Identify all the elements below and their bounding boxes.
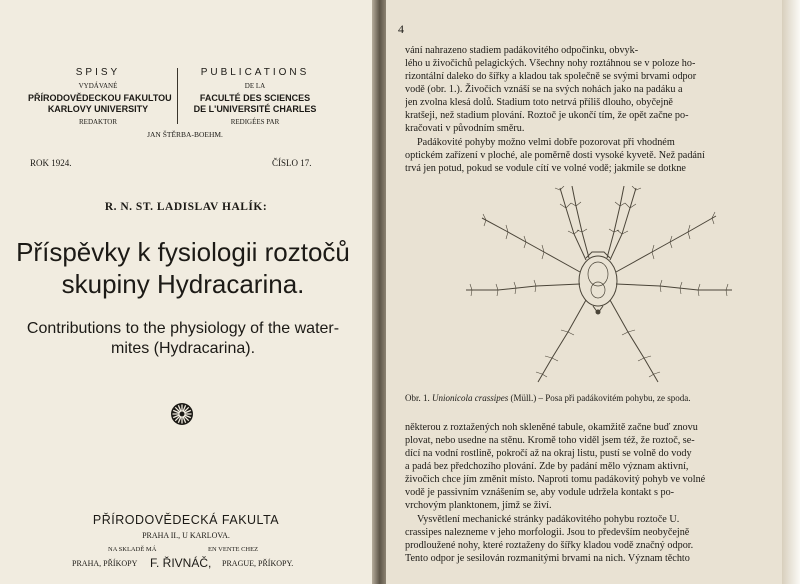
text-line: Padákovité pohyby možno velmi dobře pozorovat při vhodném: [417, 137, 675, 148]
text-line: Vysvětlení mechanické stránky padákovitého pohybu roztoče U.: [417, 514, 680, 525]
text-line: optickém zařízení v ploché, ale poměrně dosti vysoké kyvetě. Než padání: [405, 150, 705, 161]
text-line: dící na vodní rostlině, pokročí až na okraj listu, pustí se volně do vody: [405, 448, 692, 459]
city-right: PRAGUE, PŘÍKOPY.: [222, 559, 294, 568]
series-fr-editor-label: REDIGÉES PAR: [230, 118, 280, 126]
author-name: R. N. ST. LADISLAV HALÍK:: [104, 201, 268, 213]
publisher-address: PRAHA II., U KARLOVA.: [142, 531, 230, 540]
issue-number: ČÍSLO 17.: [272, 158, 312, 168]
year-label: ROK 1924.: [30, 158, 72, 168]
text-line: rizontální daleko do šířky a kladou tak společně se svými brvami odpor: [405, 71, 697, 82]
publisher-name: PŘÍRODOVĚDECKÁ FAKULTA: [92, 513, 280, 527]
text-line: Tento odpor je sesilován rozmanitými brvami na nich. Význam těchto: [405, 553, 690, 564]
figure-caption: [405, 393, 690, 403]
city-left: PRAHA, PŘÍKOPY: [72, 559, 138, 568]
rosette-icon: [170, 402, 194, 426]
series-fr-of: DE LA: [244, 82, 266, 90]
text-line: vodě (obr. 1.). Živočich vznáší se na svých nohách jako na padáku a: [405, 84, 683, 95]
series-fr-label: PUBLICATIONS: [200, 67, 310, 78]
series-cz-label: SPISY: [75, 67, 121, 78]
book-gutter: [372, 0, 386, 584]
page-edge: [782, 0, 800, 584]
text-line: lého u živočichů pelagických. Všechny nohy roztáhnou se v poloze ho-: [405, 58, 696, 69]
text-line: a padá bez předchozího plování. Zde by padání mělo význam aktivní,: [405, 461, 689, 472]
subtitle-line-2: mites (Hydracarina).: [110, 340, 256, 357]
caption-species: Unionicola crassipes: [432, 393, 509, 403]
subtitle-line-1: Contributions to the physiology of the water-: [26, 320, 340, 337]
series-cz-editor-label: REDAKTOR: [79, 118, 117, 126]
mite-figure: [426, 186, 766, 386]
mite-figure-drawing: [426, 186, 766, 386]
sold-fr-label: EN VENTE CHEZ: [208, 546, 259, 553]
text-line: kračovati v původním směru.: [405, 123, 525, 134]
text-line: vodě je passivním vznášením se, aby vodule udržela kontakt s po-: [405, 487, 675, 498]
series-cz-issued: VYDÁVANÉ: [78, 82, 118, 90]
text-page: [386, 0, 782, 584]
title-line-1: Příspěvky k fysiologii roztočů: [16, 237, 350, 267]
page-number: 4: [398, 22, 404, 36]
caption-rest: (Müll.) – Posa při padákovitém pohybu, ze spoda.: [510, 393, 691, 403]
text-line: živočich chce jím změnit místo. Naproti tomu padákovitý pohyb ve volné: [405, 474, 706, 485]
series-cz-university: KARLOVY UNIVERSITY: [47, 104, 149, 114]
text-line: kratšeji, než stadium plování. Roztoč je ukončí tím, že opět začne po-: [405, 110, 689, 121]
series-fr-university: DE L'UNIVERSITÉ CHARLES: [193, 104, 317, 114]
series-fr-faculty: FACULTÉ DES SCIENCES: [199, 93, 311, 103]
editor-name: JAN ŠTĚRBA-BOEHM.: [147, 130, 223, 139]
text-line: některou z roztažených noh skleněné tabule, okamžitě začne buď znovu: [405, 422, 698, 433]
seller-name: F. ŘIVNÁČ,: [150, 556, 212, 570]
text-line: crassipes nalezneme v jeho morfologii. Jsou to především neobyčejně: [405, 527, 690, 538]
series-cz-faculty: PŘÍRODOVĚDECKOU FAKULTOU: [28, 93, 172, 103]
title-page: [0, 0, 372, 584]
sold-cz-label: NA SKLADĚ MÁ: [108, 546, 157, 553]
text-line: trvá jen potud, pokud se vodule cítí ve volné vodě; jakmile se dotkne: [405, 163, 686, 174]
text-line: vání nahrazeno stadiem padákovitého odpočinku, obvyk-: [405, 45, 639, 56]
text-line: jen zvolna klesá dolů. Stadium toto netrvá příliš dlouho, obyčejně: [405, 97, 673, 108]
caption-prefix: Obr. 1.: [405, 393, 430, 403]
title-line-2: skupiny Hydracarina.: [61, 269, 305, 299]
text-line: plovat, nebo usedne na stěnu. Kromě toho viděl jsem též, že roztoč, se-: [405, 435, 695, 446]
text-line: prodloužené nohy, které roztaženy do šířky kladou vodě značný odpor.: [405, 540, 694, 551]
column-divider: [177, 68, 178, 124]
text-line: vrchovým planktonem, jímž se živí.: [405, 500, 552, 511]
